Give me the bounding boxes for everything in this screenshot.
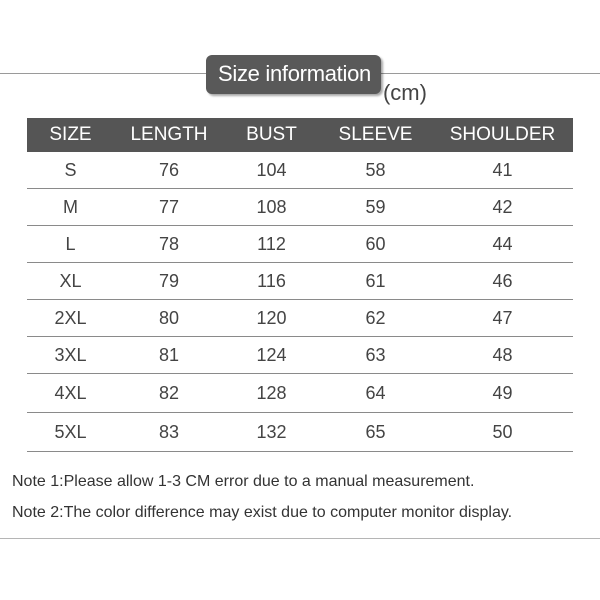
cell-size: 2XL: [27, 300, 114, 337]
cell-size: M: [27, 189, 114, 226]
cell-sleeve: 58: [319, 152, 432, 189]
cell-bust: 108: [224, 189, 319, 226]
header-shoulder: SHOULDER: [432, 118, 573, 152]
header-bust: BUST: [224, 118, 319, 152]
cell-size: L: [27, 226, 114, 263]
cell-length: 83: [114, 413, 224, 452]
cell-length: 77: [114, 189, 224, 226]
table-row: [27, 226, 573, 263]
cell-size: 5XL: [27, 413, 114, 452]
cell-sleeve: 65: [319, 413, 432, 452]
cell-shoulder: 49: [432, 374, 573, 413]
table-row: [27, 374, 573, 413]
cell-bust: 124: [224, 337, 319, 374]
note-measurement-error: Note 1:Please allow 1-3 CM error due to a manual measurement.: [12, 473, 475, 490]
header-length: LENGTH: [114, 118, 224, 152]
cell-shoulder: 41: [432, 152, 573, 189]
bottom-divider: [0, 538, 600, 539]
cell-shoulder: 44: [432, 226, 573, 263]
cell-length: 81: [114, 337, 224, 374]
cell-sleeve: 64: [319, 374, 432, 413]
cell-bust: 128: [224, 374, 319, 413]
cell-sleeve: 63: [319, 337, 432, 374]
cell-size: 4XL: [27, 374, 114, 413]
cell-shoulder: 42: [432, 189, 573, 226]
cell-sleeve: 60: [319, 226, 432, 263]
cell-sleeve: 62: [319, 300, 432, 337]
cell-length: 78: [114, 226, 224, 263]
cell-size: 3XL: [27, 337, 114, 374]
cell-bust: 132: [224, 413, 319, 452]
header-sleeve: SLEEVE: [319, 118, 432, 152]
header-size: SIZE: [27, 118, 114, 152]
table-row: [27, 337, 573, 374]
table-header-row: [27, 118, 573, 152]
cell-length: 80: [114, 300, 224, 337]
cell-shoulder: 46: [432, 263, 573, 300]
table-row: [27, 152, 573, 189]
notes-section: [12, 474, 512, 536]
title-area: [206, 55, 427, 105]
cell-length: 76: [114, 152, 224, 189]
table-row: [27, 263, 573, 300]
note-color-difference: Note 2:The color difference may exist due to computer monitor display.: [12, 504, 513, 521]
cell-bust: 104: [224, 152, 319, 189]
cell-sleeve: 61: [319, 263, 432, 300]
cell-length: 79: [114, 263, 224, 300]
unit-label: (cm): [382, 80, 427, 105]
table-row: [27, 189, 573, 226]
cell-size: XL: [27, 263, 114, 300]
cell-shoulder: 50: [432, 413, 573, 452]
cell-bust: 120: [224, 300, 319, 337]
table-row: [27, 413, 573, 452]
cell-bust: 112: [224, 226, 319, 263]
title-badge: Size information: [206, 55, 381, 94]
cell-bust: 116: [224, 263, 319, 300]
cell-size: S: [27, 152, 114, 189]
size-chart-table: [27, 118, 573, 452]
cell-length: 82: [114, 374, 224, 413]
cell-sleeve: 59: [319, 189, 432, 226]
cell-shoulder: 48: [432, 337, 573, 374]
cell-shoulder: 47: [432, 300, 573, 337]
table-row: [27, 300, 573, 337]
